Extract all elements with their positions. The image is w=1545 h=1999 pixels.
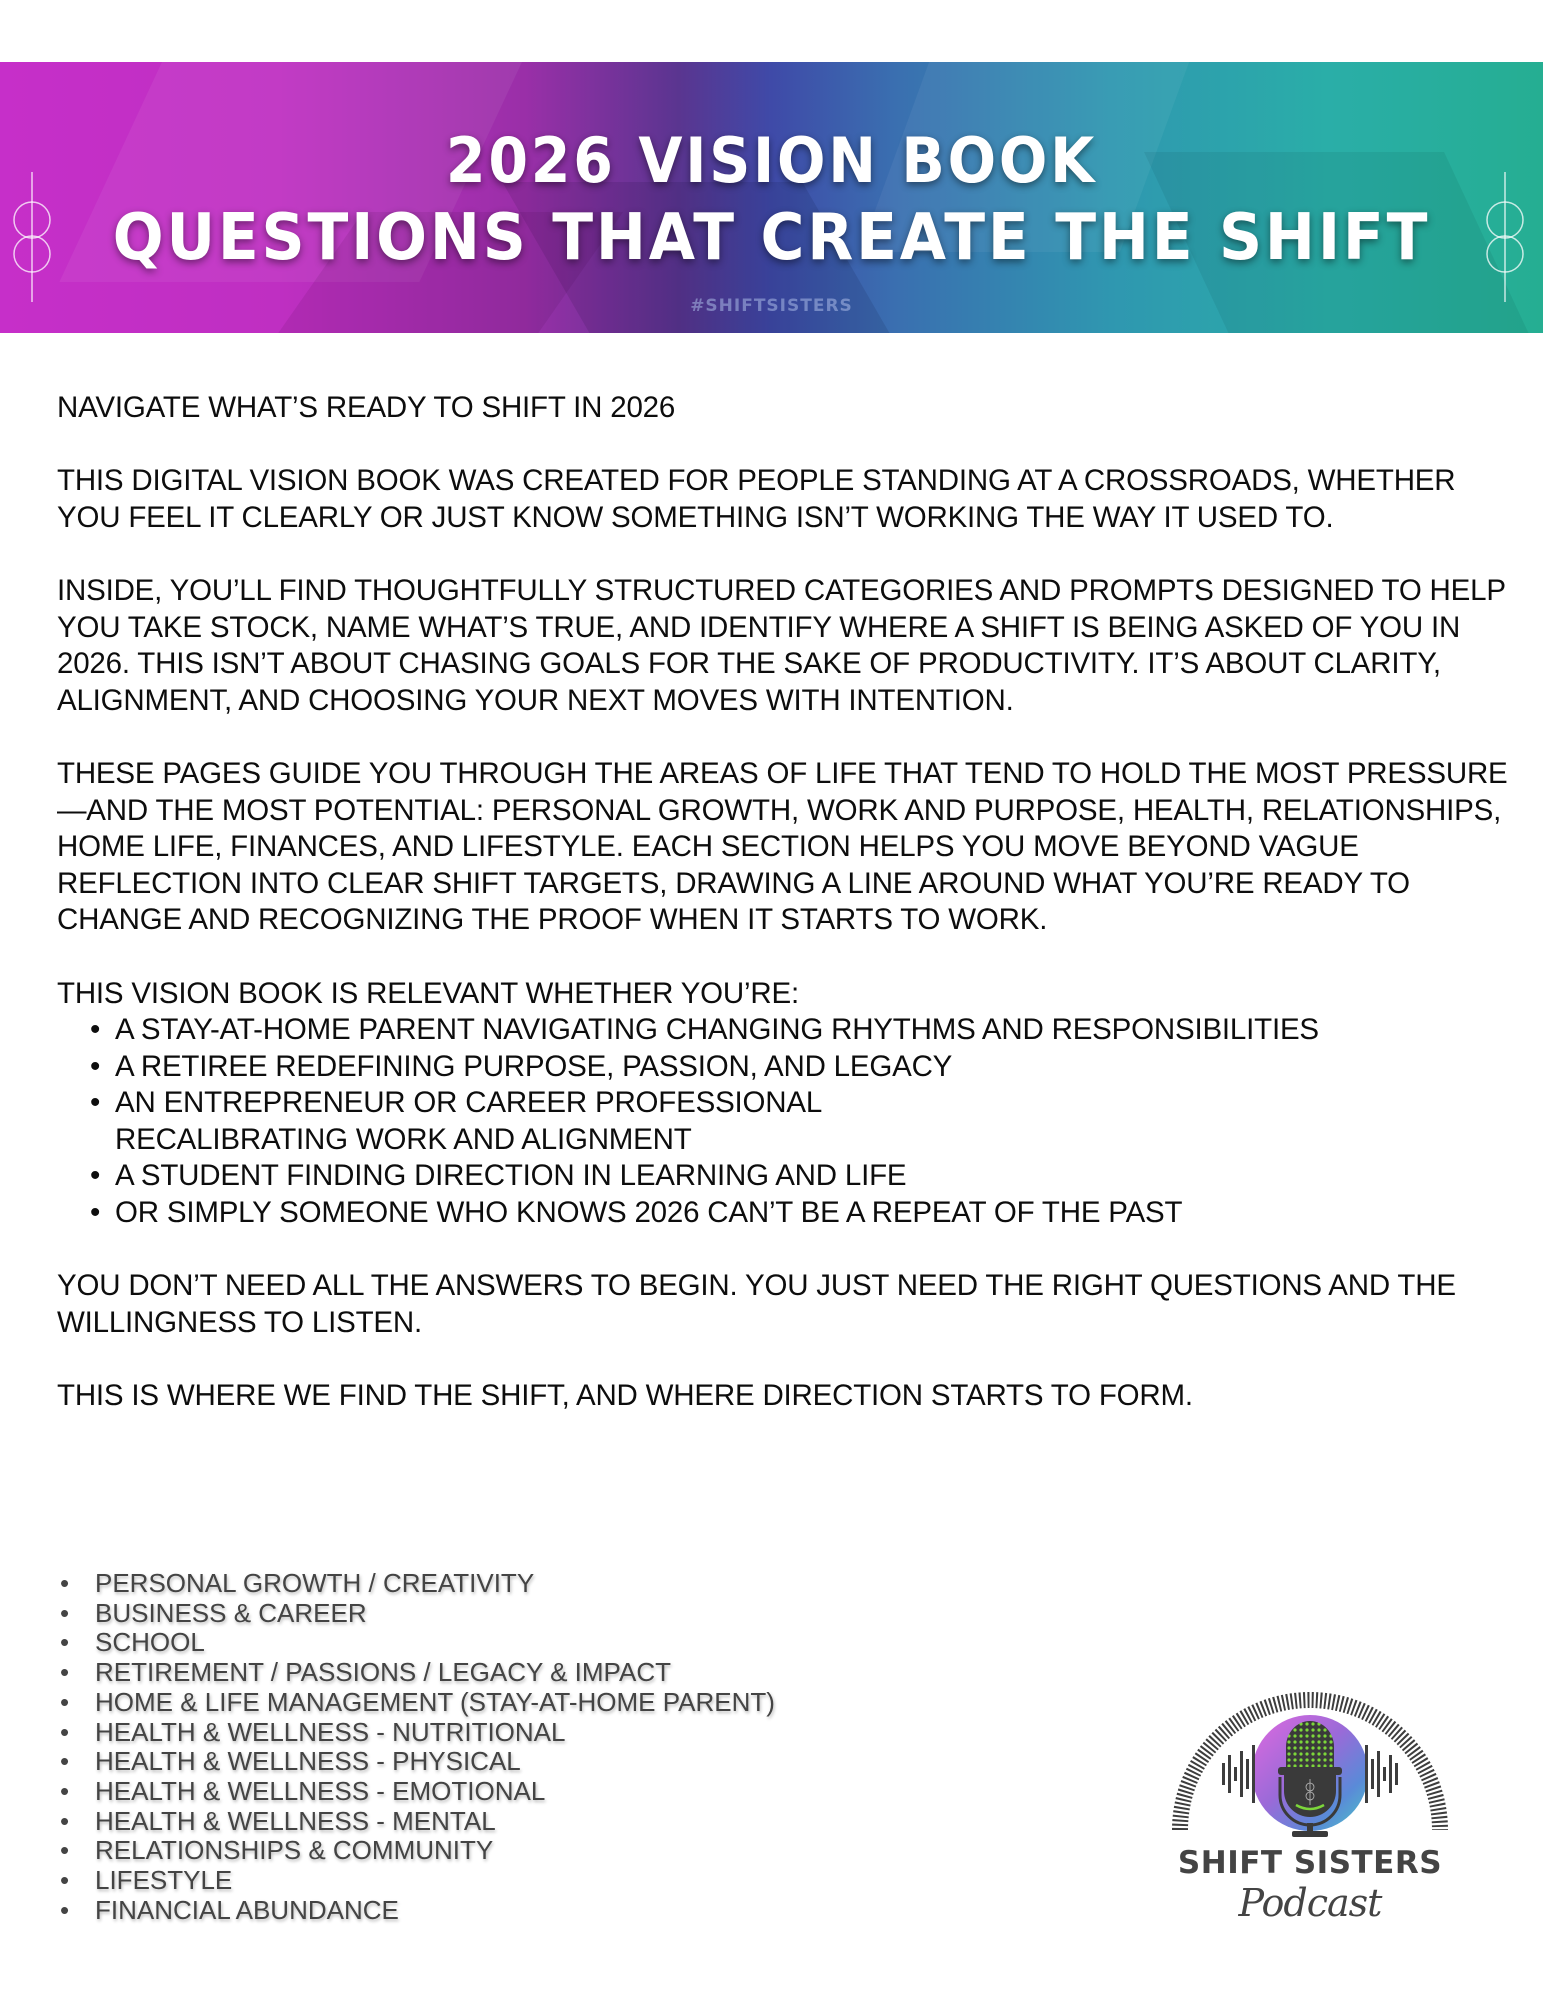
category-label: FINANCIAL ABUNDANCE bbox=[95, 1894, 399, 1925]
relevance-item-text: OR SIMPLY SOMEONE WHO KNOWS 2026 CAN’T BE A REPEAT OF THE PAST bbox=[115, 1196, 1183, 1230]
intro-body bbox=[57, 390, 1517, 1451]
category-item bbox=[57, 1896, 775, 1926]
category-label: RETIREMENT / PASSIONS / LEGACY & IMPACT bbox=[95, 1657, 671, 1688]
category-label: BUSINESS & CAREER bbox=[95, 1597, 367, 1628]
bullet-icon: • bbox=[60, 1568, 70, 1598]
relevance-list bbox=[57, 1012, 1517, 1232]
intro-paragraph: INSIDE, YOU’LL FIND THOUGHTFULLY STRUCTURED CATEGORIES AND PROMPTS DESIGNED TO HELP YOU TAKE STOCK, NAME WHAT’S TRUE, AND IDENTIFY WHERE A SHIFT IS BEING ASKED OF YOU IN 2026. THIS ISN’T ABOUT CHASING GOALS FOR THE SAKE OF PRODUCTIVITY. IT’S ABOUT CLARITY, ALIGNMENT, AND CHOOSING YOUR NEXT MOVES WITH INTENTION. bbox=[57, 573, 1506, 717]
banner-title-line-1: 2026 VISION BOOK bbox=[445, 124, 1098, 197]
category-label: HEALTH & WELLNESS - PHYSICAL bbox=[95, 1746, 521, 1777]
category-label: HOME & LIFE MANAGEMENT (STAY-AT-HOME PARENT) bbox=[95, 1686, 775, 1717]
closing-paragraph: YOU DON’T NEED ALL THE ANSWERS TO BEGIN. YOU JUST NEED THE RIGHT QUESTIONS AND THE WILLINGNESS TO LISTEN. bbox=[57, 1269, 1456, 1339]
banner-hashtag: #SHIFTSISTERS bbox=[690, 296, 853, 316]
category-label: PERSONAL GROWTH / CREATIVITY bbox=[95, 1568, 535, 1598]
category-item bbox=[57, 1777, 775, 1807]
category-label: RELATIONSHIPS & COMMUNITY bbox=[95, 1835, 494, 1866]
bullet-icon: • bbox=[90, 1196, 101, 1230]
category-item bbox=[57, 1599, 775, 1629]
relevance-item bbox=[57, 1049, 1517, 1086]
intro-paragraph: THESE PAGES GUIDE YOU THROUGH THE AREAS OF LIFE THAT TEND TO HOLD THE MOST PRESSURE—AND THE MOST POTENTIAL: PERSONAL GROWTH, WORK AND PURPOSE, HEALTH, RELATIONSHIPS, HOME LIFE, FINANCES, AND LIFESTYLE. EACH SECTION HELPS YOU MOVE BEYOND VAGUE REFLECTION INTO CLEAR SHIFT TARGETS, DRAWING A LINE AROUND WHAT YOU’RE READY TO CHANGE AND RECOGNIZING THE PROOF WHEN IT STARTS TO WORK. bbox=[57, 756, 1508, 937]
bullet-icon: • bbox=[90, 1049, 101, 1083]
category-item bbox=[57, 1807, 775, 1837]
logo-title: SHIFT SISTERS bbox=[1177, 1845, 1443, 1881]
bullet-icon: • bbox=[60, 1686, 70, 1717]
shift-sisters-infinity-icon bbox=[10, 172, 54, 302]
bullet-icon: • bbox=[60, 1865, 70, 1896]
closing-paragraph: THIS IS WHERE WE FIND THE SHIFT, AND WHERE DIRECTION STARTS TO FORM. bbox=[57, 1379, 1193, 1413]
banner-title-line-2: QUESTIONS THAT CREATE THE SHIFT bbox=[112, 201, 1431, 275]
bullet-icon: • bbox=[60, 1657, 70, 1688]
category-label: LIFESTYLE bbox=[95, 1865, 233, 1896]
intro-paragraph: THIS DIGITAL VISION BOOK WAS CREATED FOR PEOPLE STANDING AT A CROSSROADS, WHETHER YOU FEEL IT CLEARLY OR JUST KNOW SOMETHING ISN’T WORKING THE WAY IT USED TO. bbox=[57, 464, 1456, 534]
relevance-intro: THIS VISION BOOK IS RELEVANT WHETHER YOU’RE: bbox=[57, 976, 799, 1010]
relevance-item-text: A RETIREE REDEFINING PURPOSE, PASSION, AND LEGACY bbox=[115, 1049, 953, 1083]
category-item bbox=[57, 1866, 775, 1896]
category-list bbox=[57, 1569, 775, 1925]
intro-heading: NAVIGATE WHAT’S READY TO SHIFT IN 2026 bbox=[57, 391, 676, 424]
relevance-item bbox=[57, 1158, 1517, 1195]
category-item bbox=[57, 1836, 775, 1866]
shift-sisters-infinity-icon bbox=[1483, 172, 1527, 302]
bullet-icon: • bbox=[60, 1597, 70, 1628]
bullet-icon: • bbox=[60, 1805, 70, 1836]
relevance-item-text: A STUDENT FINDING DIRECTION IN LEARNING AND LIFE bbox=[115, 1159, 907, 1193]
relevance-item-text: A STAY-AT-HOME PARENT NAVIGATING CHANGING RHYTHMS AND RESPONSIBILITIES bbox=[115, 1013, 1319, 1047]
bullet-icon: • bbox=[90, 1159, 101, 1193]
category-item bbox=[57, 1718, 775, 1748]
logo-subtitle: Podcast bbox=[1238, 1881, 1382, 1925]
relevance-item bbox=[57, 1012, 1517, 1049]
bullet-icon: • bbox=[60, 1716, 70, 1747]
category-item bbox=[57, 1658, 775, 1688]
relevance-item bbox=[57, 1085, 1517, 1158]
bullet-icon: • bbox=[90, 1013, 101, 1047]
bullet-icon: • bbox=[60, 1835, 70, 1866]
shift-sisters-podcast-logo bbox=[1160, 1655, 1460, 1945]
header-banner bbox=[0, 62, 1543, 333]
category-item bbox=[57, 1688, 775, 1718]
category-item bbox=[57, 1628, 775, 1658]
bullet-icon: • bbox=[90, 1086, 101, 1120]
category-item bbox=[57, 1569, 775, 1599]
relevance-item bbox=[57, 1195, 1517, 1232]
bullet-icon: • bbox=[60, 1775, 70, 1806]
relevance-item-text: AN ENTREPRENEUR OR CAREER PROFESSIONAL RECALIBRATING WORK AND ALIGNMENT bbox=[115, 1086, 821, 1156]
bullet-icon: • bbox=[60, 1746, 70, 1777]
bullet-icon: • bbox=[60, 1894, 70, 1925]
category-label: HEALTH & WELLNESS - NUTRITIONAL bbox=[95, 1716, 566, 1747]
category-label: HEALTH & WELLNESS - EMOTIONAL bbox=[95, 1775, 546, 1806]
category-item bbox=[57, 1747, 775, 1777]
category-label: HEALTH & WELLNESS - MENTAL bbox=[95, 1805, 496, 1836]
bullet-icon: • bbox=[60, 1627, 70, 1658]
microphone-icon bbox=[1160, 1655, 1460, 1850]
category-label: SCHOOL bbox=[95, 1627, 205, 1658]
